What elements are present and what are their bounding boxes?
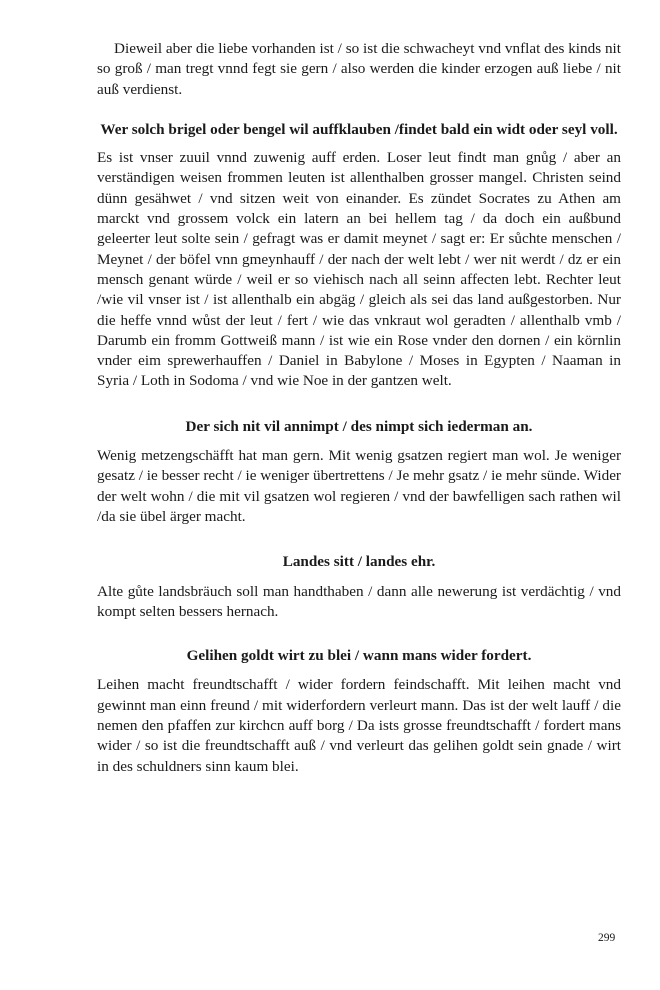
proverb-text-3: Alte gůte landsbräuch soll man handthaben / dann alle newerung ist verdächtig / vnd kompt selten bessers hernach. bbox=[97, 582, 621, 620]
proverb-heading-3: Landes sitt / landes ehr. bbox=[282, 553, 436, 571]
page-body bbox=[97, 39, 621, 777]
proverb-text-2: Wenig metzengschäfft hat man gern. Mit wenig gsatzen regiert man wol. Je weniger gesatz / ie besser recht / ie weniger übertrettens / Je mehr gsatz / ie mehr sünde. Wider der welt wohn / die mit vil gsatzen wol regieren / vnd der bawfelligen sach rathen wil /da sie übel ärger macht. bbox=[97, 447, 621, 525]
proverb-text-1: Es ist vnser zuuil vnnd zuwenig auff erden. Loser leut findt man gnůg / aber an verständigen weisen frommen leuten ist allenthalben grosser mangel. Christen seind dünn gesähwet / vnd sitzen weit von einander. Es zündet Socrates zu Athen am marckt vnd grossem volck ein latern an bei hellem tag / da doch ein außbund geleerter leut solte sein / gefragt was er damit meynet / sagt er: Er sůchte menschen / Meynet / der böfel vnn gmeynhauff / der nach der welt lebt / wer nit werdt / dz er ein mensch genant würde / weil er so viehisch nach all seinn affecten lebt. Rechter leut /wie vil vnser ist / ist allenthalb ein abgäg / gleich als sei das land außgestorben. Nur die heffe vnnd wůst der leut / fert / wie das vnkraut wol geradten / allenthalb vmb / Darumb ein fromm Gottweiß mann / ist wie ein Rose vnder den dornen / ein körnlin vnder eim sprewerhauffen / Daniel in Babylone / Moses in Egypten / Naaman in Syria / Loth in Sodoma / vnd wie Noe in der gantzen welt. bbox=[97, 149, 621, 390]
page-number: 299 bbox=[598, 932, 616, 944]
proverb-heading-1: Wer solch brigel oder bengel wil auffklauben /findet bald ein widt oder seyl voll. bbox=[100, 120, 618, 138]
opening-paragraph: Dieweil aber die liebe vorhanden ist / so ist die schwacheyt vnd vnflat des kinds nit so groß / man tregt vnnd fegt sie gern / also werden die kinder erzogen auß liebe / nit auß verdienst. bbox=[97, 40, 621, 98]
proverb-heading-2: Der sich nit vil annimpt / des nimpt sich iederman an. bbox=[185, 417, 533, 435]
proverb-heading-4: Gelihen goldt wirt zu blei / wann mans wider fordert. bbox=[186, 647, 532, 665]
proverb-text-4: Leihen macht freundtschafft / wider fordern feindschafft. Mit leihen macht vnd gewinnt man einn freund / mit widerfordern verleurt mann. Das ist der welt lauff / die nemen den pfaffen zur kirchcn auff borg / Da ists grosse freundtschafft / fordert mans wider / so ist die freundtschafft auß / vnd verleurt das gelihen goldt sein gnade / wirt in des schuldners sinn kaum blei. bbox=[97, 676, 621, 775]
